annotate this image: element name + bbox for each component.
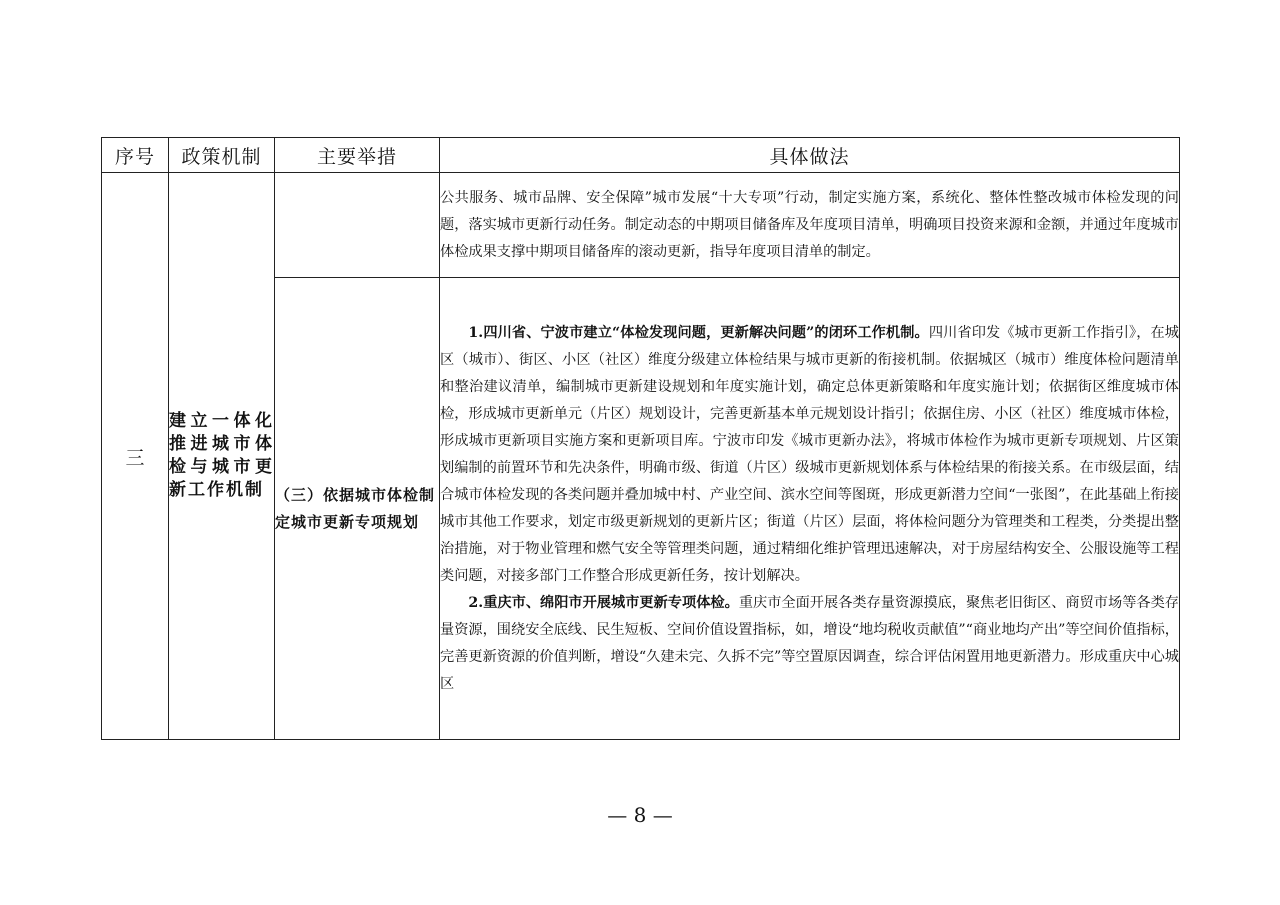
header-detail: 具体做法 [440,138,1180,173]
detail-item-2 [440,590,1179,698]
header-measure: 主要举措 [275,138,440,173]
row-measure-continued [275,173,440,278]
row-detail [440,278,1180,740]
table-header-row [102,138,1180,173]
policy-table [101,137,1180,740]
detail-continued-text: 公共服务、城市品牌、安全保障”城市发展“十大专项”行动，制定实施方案，系统化、整体性整改城市体检发现的问题，落实城市更新行动任务。制定动态的中期项目储备库及年度项目清单，明确项目投资来源和金额，并通过年度城市体检成果支撑中期项目储备库的滚动更新，指导年度项目清单的制定。 [440,189,1179,260]
row-measure: （三）依据城市体检制定城市更新专项规划 [275,278,440,740]
item-1-title: 1.四川省、宁波市建立“体检发现问题，更新解决问题”的闭环工作机制。 [468,324,929,341]
item-2-title: 2.重庆市、绵阳市开展城市更新专项体检。 [468,594,739,611]
item-2-body: 重庆市全面开展各类存量资源摸底，聚焦老旧街区、商贸市场等各类存量资源，围绕安全底线、民生短板、空间价值设置指标，如，增设“地均税收贡献值”“商业地均产出”等空间价值指标，完善更新资源的价值判断，增设“久建未完、久拆不完”等空置原因调查，综合评估闲置用地更新潜力。形成重庆中心城区 [440,594,1179,692]
table-row [102,173,1180,278]
header-seq: 序号 [102,138,169,173]
row-seq: 三 [102,173,169,740]
page-number: — 8 — [607,803,673,827]
header-mechanism: 政策机制 [169,138,275,173]
item-1-body: 四川省印发《城市更新工作指引》，在城区（城市）、街区、小区（社区）维度分级建立体检结果与城市更新的衔接机制。依据城区（城市）维度体检问题清单和整治建议清单，编制城市更新建设规划和年度实施计划，确定总体更新策略和年度实施计划；依据街区维度城市体检，形成城市更新单元（片区）规划设计，完善更新基本单元规划设计指引；依据住房、小区（社区）维度城市体检，形成城市更新项目实施方案和更新项目库。宁波市印发《城市更新办法》，将城市体检作为城市更新专项规划、片区策划编制的前置环节和先决条件，明确市级、街道（片区）级城市更新规划体系与体检结果的衔接关系。在市级层面，结合城市体检发现的各类问题并叠加城中村、产业空间、滨水空间等图斑，形成更新潜力空间“一张图”，在此基础上衔接城市其他工作要求，划定市级更新规划的更新片区；街道（片区）层面，将体检问题分为管理类和工程类，分类提出整治措施，对于物业管理和燃气安全等管理类问题，通过精细化维护管理迅速解决，对于房屋结构安全、公服设施等工程类问题，对接多部门工作整合形成更新任务，按计划解决。 [440,324,1179,584]
detail-item-1 [440,320,1179,590]
row-mechanism: 建立一体化推进城市体检与城市更新工作机制 [169,173,275,740]
row-detail-continued [440,173,1180,278]
